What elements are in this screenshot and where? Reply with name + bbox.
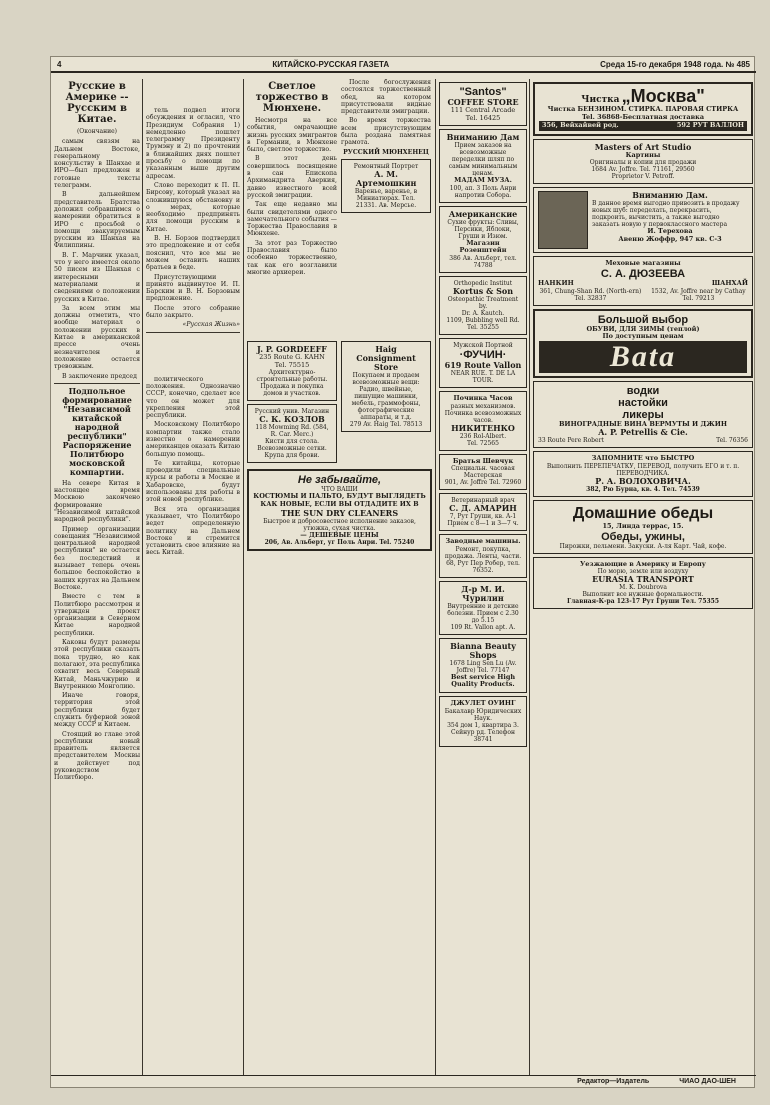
ad-madam-muza: Вниманию Дам Прием заказов на всевозможные переделки шляп по самым минимальным ценам. МАДАМ МУЗА. 100, ап. 3 Поль Анри напротив Собора. <box>439 129 527 203</box>
page-footer <box>51 1075 756 1087</box>
article-paragraph: В дальнейшем представитель Братства доложил собравшимся о намерении обратиться в ИРО с просьбой о помощи эвакуируемым русским из Шанхая на Филиппины. <box>54 191 140 250</box>
article-headline: Подпольное формирование "Независимой китайской народной республики" Распоряжение Политбюро московской компартии. <box>62 385 132 477</box>
article-paragraph: В. Г. Марчинк указал, что у него имеется около 50 писем из Шанхая с интересными материалами и сведениями о положении русских в Китае. <box>54 251 140 303</box>
article-headline: Русские в Америке -- Русским в Китае. <box>65 81 129 125</box>
article-paragraph: Несмотря на все события, омрачающие жизнь русских эмигрантов в Германии, в Мюнхене было, светлое торжество. <box>247 117 337 154</box>
article-paragraph: Московскому Политбюро компартии также стало известно о намерении американцев оказать Китаю большую помощь. <box>146 421 240 458</box>
divider <box>54 383 140 384</box>
article-paragraph: В этот день совершилось посвящение в сан Епископа Архимандрита Аверкия, давно известного всей русской эмиграции. <box>247 155 337 199</box>
article-paragraph: Вместе с тем в Политбюро рассмотрен и утвержден проект организации в Северном Китае народной республики. <box>54 593 140 637</box>
column-4 <box>439 79 527 1075</box>
article-paragraph: После этого собрание было закрыто. <box>146 304 240 320</box>
ad-kortus: Orthopedic Institut Kortus & Son Osteopathic Treatment by. Dr. A. Kautch. 1109, Bubbling well Rd. Tel. 35255 <box>439 276 527 335</box>
ad-duzeeva-furs: Меховые магазины С. А. ДЮЗЕЕВА НАНКИН ШАНХАЙ 361, Chung-Shan Rd. (North-ern) Tel. 32837 1532, Av. Joffre near by Cathay Tel. 79213 <box>533 256 753 305</box>
column-divider <box>529 79 530 1075</box>
masthead <box>51 57 756 73</box>
ad-machines: Заводные машины. Ремонт, покупка, продажа. Ленты, части. 68, Рут Пер Робер, тел. 76352. <box>439 534 527 578</box>
article-signature: «Русская Жизнь» <box>182 321 240 329</box>
issue-date: Среда 15-го декабря 1948 года. № 485 <box>600 59 750 69</box>
newspaper-page <box>50 56 755 1088</box>
column-divider <box>142 79 143 1075</box>
ad-kozlov: Русский унив. Магазин С. К. КОЗЛОВ 118 Mowming Rd. (584, R. Car. Merc.) Кисти для стола. Всевозможные сетки. Крупа для брови. <box>247 404 337 463</box>
article-signature: РУССКИЙ МЮНХЕНЕЦ <box>343 148 429 156</box>
article-subtitle: (Окончание) <box>76 128 118 135</box>
column-divider <box>435 79 436 1075</box>
divider <box>146 332 240 333</box>
column-2 <box>146 79 240 1075</box>
ad-gordeeff: J. P. GORDEEFF 235 Route G. KAHN Tel. 75515 Архитектурно-строительные работы. Продажа и покупка домов и участков. <box>247 341 337 401</box>
ad-furrier-terekhov: Вниманию Дам. В данное время выгодно привозить в продажу новых шуб: переделать, перекрасить, подкроить, вычистить, а также выгодно заказать новую у первоклассного мастера И. Терехова Авеню Жоффр, 947 кв. С-3 <box>533 187 753 253</box>
ad-home-dinners: Домашние обеды 15, Линда террас, 15. Обеды, ужины, Пирожки, пельмени. Закуски. А-ля Карт. Чай, кофе. <box>533 500 753 554</box>
ad-amarin: Ветеринарный врач С. Д. АМАРИН 7, Рут Груши, кв. А-1 Прием с 8—1 и 3—7 ч. <box>439 493 527 531</box>
article-paragraph: Пример организации совещания "Независимой центральной народной республики" не остается без последствий и вызывает теперь очень большое беспокойство в наших кругах на Дальнем Востоке. <box>54 525 140 591</box>
article-paragraph: Так еще недавно мы были свидетелями одного замечательного события — Торжества Православия в Мюнхене. <box>247 201 337 238</box>
article-paragraph: Вся эта организация указывает, что Политбюро ведет определенную политику на Дальнем Востоке и стремится установить свое влияние на весь Китай. <box>146 505 240 557</box>
ad-fuchin-tailor: Мужской Портной ·ФУЧИН· 619 Route Vallon NEAR RUE. T. DE LA TOUR. <box>439 338 527 388</box>
article-paragraph: После богослужения состоялся торжественный обед, на котором присутствовали видные представители эмиграции. <box>341 79 431 116</box>
article-paragraph: Стоящий во главе этой республики новый правитель является представителем Москвы и действует под руководством Политбюро. <box>54 730 140 782</box>
ad-bata-shoes: Большой выбор ОБУВИ, ДЛЯ ЗИМЫ (теплой) По доступным ценам Bata <box>533 309 753 378</box>
portrait-photo <box>538 191 588 249</box>
bata-logo: Bata <box>539 341 747 373</box>
newspaper-title: КИТАЙСКО-РУССКАЯ ГАЗЕТА <box>272 59 390 69</box>
article-paragraph: политического положения. Однозначно СССР, конечно, сделает все что он может для укрепления этой республики. <box>146 375 240 420</box>
ad-petrellis-liquor: водки настойки ликеры ВИНОГРАДНЫЕ ВИНА ВЕРМУТЫ И ДЖИН A. P. Petrellis & Cie. 33 Route Pere Robert Tel. 76356 <box>533 381 753 449</box>
editor-label: Редактор—Издатель <box>577 1078 650 1085</box>
article-paragraph: Иначе говоря, территория этой республики будет служить буферной зоной между СССР и Китаем. <box>54 692 140 729</box>
ad-shevchuk: Братья Шевчук Специальн. часовая Мастерская 901, Av. Joffre Tel. 72960 <box>439 454 527 491</box>
article-paragraph: На севере Китая в настоящее время Москвою закончено формирование "Независимой китайской народной республики". <box>54 479 140 524</box>
ad-eurasia-transport: Уезжающие в Америку и Европу По морю, земле или воздуху EURASIA TRANSPORT M. K. Doubrova Выполнит все нужные формальности. Главная-К-ра 123-17 Рут Груши Тел. 75355 <box>533 557 753 610</box>
article-paragraph: В. Н. Борзов подтвердил это предложение и от себя пояснил, что все мы не можем оставить наших братьев в беде. <box>146 235 240 272</box>
ad-haig-consignment: Haig Consignment Store Покупаем и продаем всевозможные вещи: Радио, швейные, пишущие машинки, мебель, граммофоны, фотографические аппараты, и т.д. 279 Av. Haig Tel. 78513 <box>341 341 431 432</box>
article-paragraph: самым связям на Дальнем Востоке, генеральному консульству в Шанхае и ИРО—был предложен и готовые тексты телеграмм. <box>54 138 140 190</box>
ad-nikitenko: Починка Часов разных механизмов. Починка всевозможных часов. НИКИТЕНКО 236 Rol-Albert. Tel. 72565 <box>439 391 527 451</box>
article-paragraph: За этот раз Торжество Православия было особенно торжественно, так как его возглавили многие архиереи. <box>247 239 337 276</box>
ad-art-studio: Masters of Art Studio Картины Оригиналы и копии для продажи 1684 Av. Joffre. Tel. 71161, 29560 Proprietor V. Petroff. <box>533 139 753 185</box>
ad-juliet-owing: ДЖУЛЕТ ОУИНГ Бакалавр Юридических Наук. 354 дом 1, квартира 3. Сейнур рд. Телефон 38741 <box>439 696 527 747</box>
ad-volokhovich: ЗАПОМНИТЕ что БЫСТРО Выполнить ПЕРЕПЕЧАТКУ, ПЕРЕВОД, получить ЕГО и т. п. ПЕРЕВОДЧИКА. Р. А. ВОЛОХОВИЧА. 382, Рю Бурна, кв. 4. Тел. 74539 <box>533 451 753 497</box>
column-divider <box>243 79 244 1075</box>
article-paragraph: За всем этим мы должны отметить, что вообще материал о положении русских в Китае в американской прессе очень незначителен и положение остается тревожным. <box>54 304 140 371</box>
ad-churilin: Д-р М. И. Чурилин Внутренние и детские болезни. Прием с 2.30 до 5.15 109 Rt. Vallon apt. A. <box>439 581 527 635</box>
ad-sun-dry-cleaners: Не забывайте, ЧТО ВАШИ КОСТЮМЫ И ПАЛЬТО, БУДУТ ВЫГЛЯДЕТЬ КАК НОВЫЕ, ЕСЛИ ВЫ ОТДАДИТЕ ИХ В THE SUN DRY CLEANERS Быстрое и добросовестное исполнение заказов, утюжка, сухая чистка. — ДЕШЕВЫЕ ЦЕНЫ 206, Ав. Альберт, уг Поль Анри. Tel. 75240 <box>247 469 432 551</box>
ad-santos: "Santos" COFFEE STORE 111 Central Arcade Tel. 16425 <box>439 82 527 126</box>
article-paragraph: Каковы будут размеры этой республики сказать пока трудно, но как полагают, эта республика охватит весь Северный Китай, Маньчжурию и Внутреннюю Монголию. <box>54 639 140 690</box>
article-paragraph: В заключение председ <box>62 372 137 380</box>
article-paragraph: Слово переходит к П. П. Бирсову, который указал на сложившуюся обстановку и о мерах, которые необходимо предпринять для помощи русским в Китае. <box>146 181 240 233</box>
article-headline: Светлое торжество в Мюнхене. <box>255 81 329 114</box>
article-paragraph: Присутствующими принято выдвинутое И. П. Барским и В. Н. Борзовым предложение. <box>146 273 240 303</box>
article-paragraph: Во время торжества всем присутствующим была роздана памятная грамота. <box>341 117 431 147</box>
ad-artemoshkin: Ремонтный Портрет А. М. Артемошкин Варенье, варенье, в Миниатюрах. Тел. 21331. Ав. Мерсье. <box>341 159 431 213</box>
publisher-name: ЧИАО ДАО-ШЕН <box>679 1078 736 1085</box>
article-paragraph: Те китайцы, которые проводили специальные курсы и работы в Москве и Хабаровске, будут использованы для работы в этой новой республике. <box>146 459 240 504</box>
column-1 <box>54 79 140 1075</box>
ad-moskva-cleaning: Чистка „Москва" Чистка БЕНЗИНОМ. СТИРКА. ПАРОВАЯ СТИРКА Tel. 36868-Бесплатная доставка 356, Вейхайвей род. 592 РУТ ВАЛЛОН <box>533 82 753 136</box>
page-number: 4 <box>57 59 62 69</box>
column-3 <box>247 79 432 1075</box>
ad-bianna: Bianna Beauty Shops 1678 Ling Sen Lu (Av. Joffre) Tel. 77147 Best service High Quality Products. <box>439 638 527 693</box>
article-paragraph: тель подвел итоги обсуждения и огласил, что Президиум Собрания 1) немедленно пошлет телеграмму Президенту Трумэну и 2) по прочтении в ближайших днях пошлет просьбу о помощи по указанным выше другим адресам. <box>146 107 240 180</box>
column-5 <box>533 79 753 1075</box>
ad-rosenstein: Американские Сухие фрукты: Сливы, Персики, Яблоки, Груши и Изюм. Магазин Розенштейн 386 Ав. Альберт, тел. 74788 <box>439 206 527 273</box>
